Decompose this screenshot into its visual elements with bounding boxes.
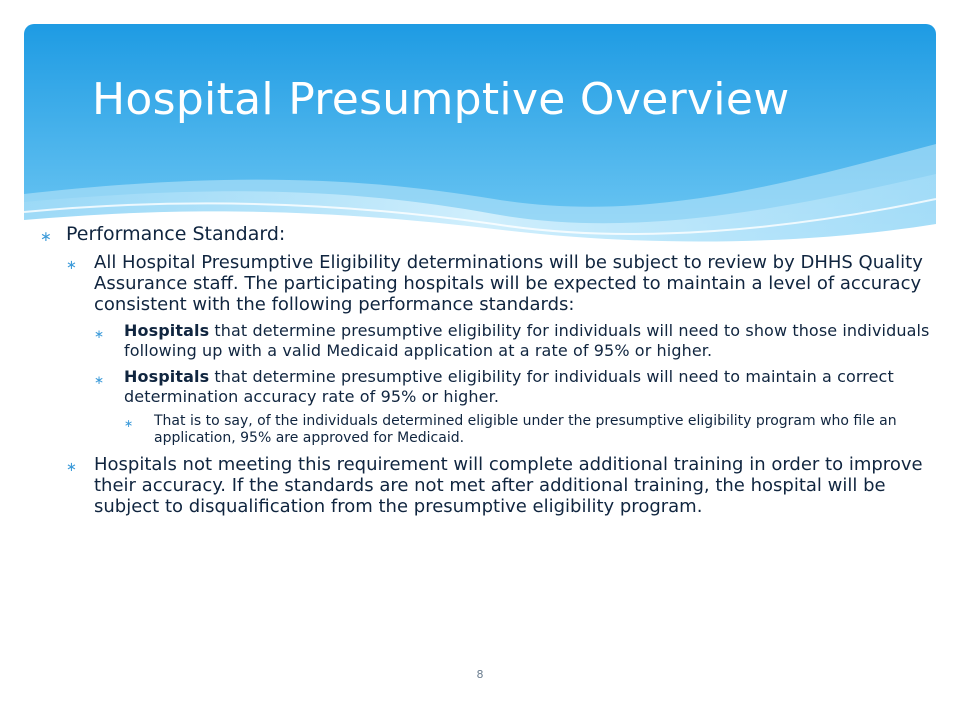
list-item: [40, 222, 930, 246]
list-item: [124, 413, 930, 447]
list-item-text: That is to say, of the individuals determined eligible under the presumptive eligibility program who file an application, 95% are approved for Medicaid.: [154, 413, 897, 446]
list-item-text: Hospitals not meeting this requirement will complete additional training in order to improve their accuracy. If the standards are not met after additional training, the hospital will be subject to disqualification from the presumptive eligibility program.: [94, 454, 923, 517]
page-number: 8: [476, 668, 484, 681]
list-item-text: All Hospital Presumptive Eligibility determinations will be subject to review by DHHS Quality Assurance staff. The participating hospitals will be expected to maintain a level of accuracy consistent with the following performance standards:: [94, 252, 923, 315]
asterisk-bullet-icon: ∗: [94, 327, 105, 341]
list-item: [66, 454, 930, 517]
list-item: [94, 321, 930, 361]
asterisk-bullet-icon: ∗: [40, 229, 52, 245]
list-item-emphasis: Hospitals: [124, 321, 210, 340]
asterisk-bullet-icon: ∗: [124, 417, 134, 430]
list-item: [94, 367, 930, 407]
list-item-text: that determine presumptive eligibility for individuals will need to show those individuals following up with a valid Medicaid application at a rate of 95% or higher.: [124, 321, 930, 360]
section-heading: Performance Standard:: [66, 223, 286, 245]
asterisk-bullet-icon: ∗: [66, 258, 77, 273]
asterisk-bullet-icon: ∗: [66, 460, 77, 475]
asterisk-bullet-icon: ∗: [94, 373, 105, 387]
list-item-emphasis: Hospitals: [124, 367, 210, 386]
page-title: Hospital Presumptive Overview: [92, 74, 790, 125]
list-item: [66, 252, 930, 315]
slide-content: [40, 222, 930, 523]
list-item-text: that determine presumptive eligibility for individuals will need to maintain a correct determination accuracy rate of 95% or higher.: [124, 367, 894, 406]
